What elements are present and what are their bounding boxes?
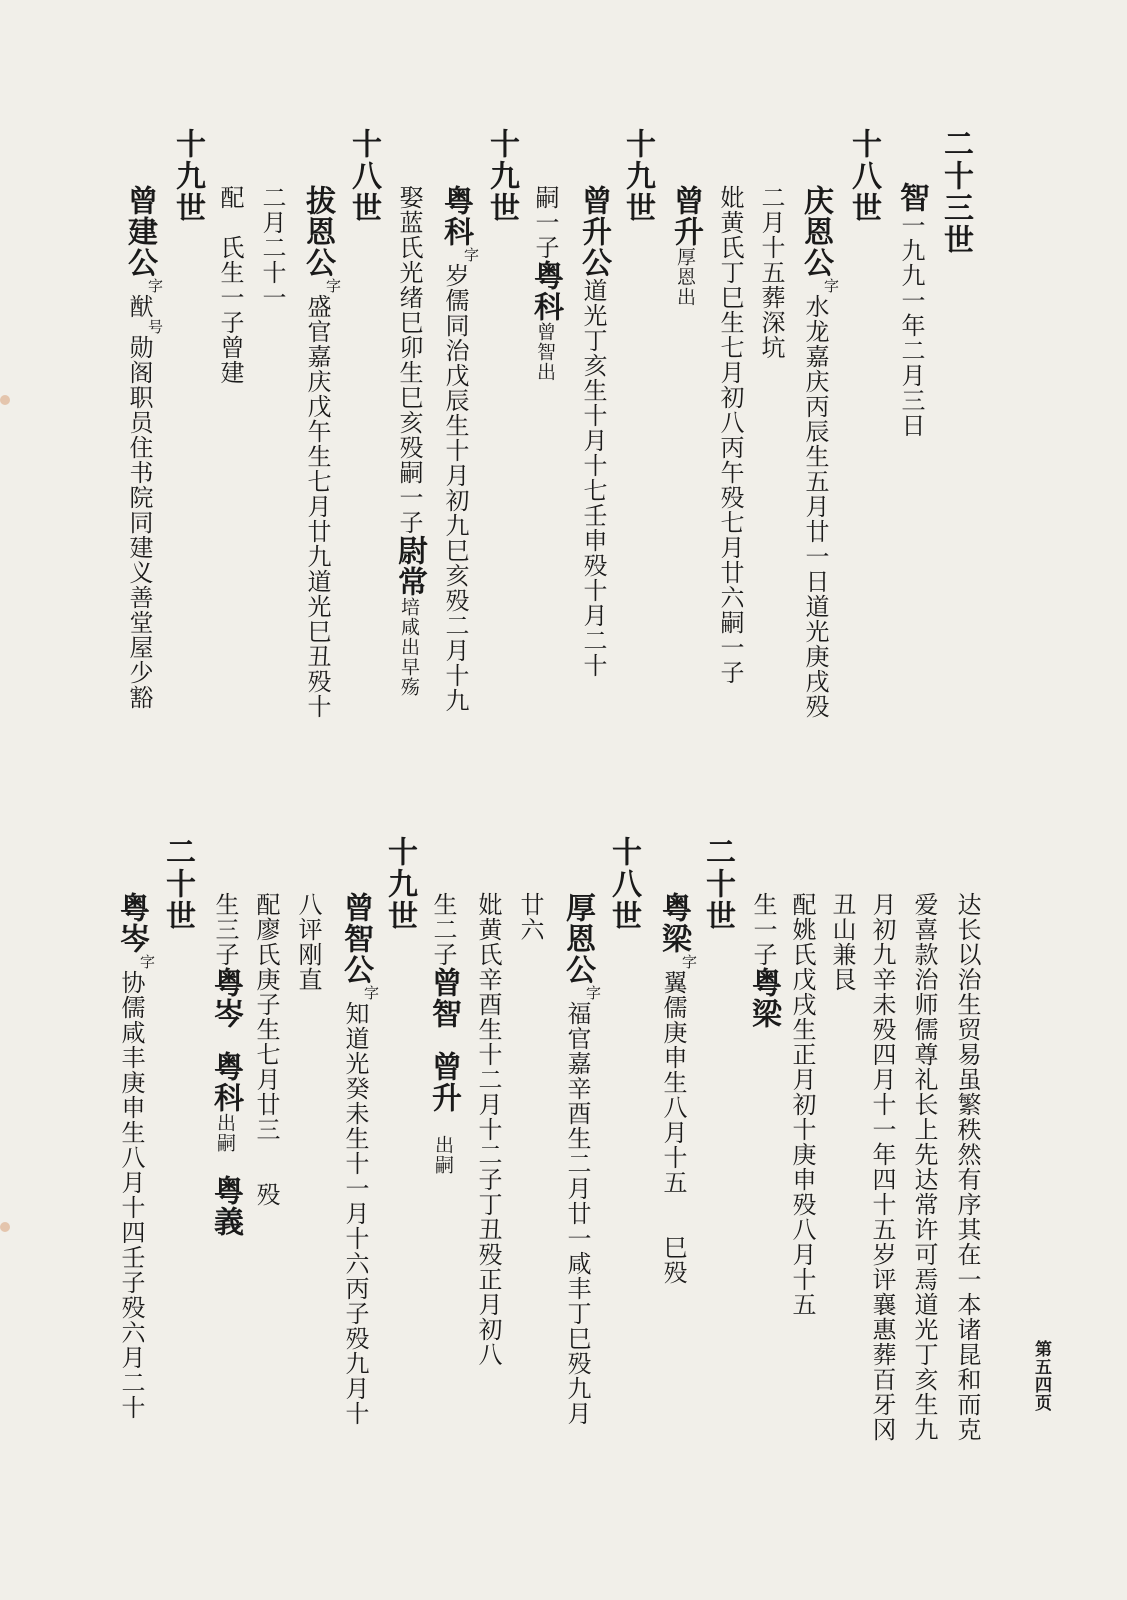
- entry-houen-line3: 妣黄氏辛酉生十二月十二子丁丑殁正月初八: [474, 892, 502, 1367]
- entry-zengzhi-line4: [208, 892, 243, 1237]
- zi-mark: 字: [146, 278, 164, 294]
- person-name: 厚恩公: [560, 892, 595, 985]
- entry-zengzhi-line2: 八评刚直: [294, 892, 322, 992]
- person-name: 曾智: [426, 967, 461, 1029]
- bio-line-1: 达长以治生贸易虽繁秩然有序其在一本诸昆和而克: [953, 892, 981, 1442]
- person-name: 粤梁: [656, 892, 691, 954]
- generation-heading-18: 十八世: [606, 836, 641, 932]
- entry-qingen-line2: 二月十五葬深坑: [757, 185, 785, 360]
- note-text: 出嗣: [432, 1135, 454, 1175]
- entry-text: 水龙嘉庆丙辰生五月廿一日道光庚戌殁: [801, 294, 829, 719]
- bio-line-3: 月初九辛未殁四月十一年四十五岁评襄惠葬百牙冈: [868, 892, 896, 1442]
- note-text: 出嗣: [214, 1113, 236, 1153]
- person-name: 粤科: [528, 260, 563, 322]
- entry-text: 生一子: [749, 892, 777, 967]
- generation-heading-18: 十八世: [846, 128, 881, 224]
- person-name: 粤科: [438, 185, 473, 247]
- entry-yueliang-line1: [656, 892, 698, 1285]
- person-name: 庆恩公: [798, 185, 833, 278]
- entry-qingen-line3: 妣黄氏丁巳生七月初八丙午殁七月廿六嗣一子: [716, 185, 744, 685]
- person-name: 智: [894, 182, 929, 213]
- entry-text: 岁儒同治戊辰生十月初九巳亥殁二月十九: [441, 263, 469, 713]
- generation-heading-20: 二十世: [700, 836, 735, 932]
- note-text: 培咸出早殇: [398, 597, 420, 697]
- bio-line-5: 配姚氏戊戌生正月初十庚申殁八月十五: [788, 892, 816, 1317]
- person-name: 粤岑: [208, 967, 243, 1029]
- entry-text: 生二子: [429, 892, 457, 967]
- entry-zengjian-line1: [122, 185, 164, 710]
- person-name: 粤科: [208, 1051, 243, 1113]
- zi-value: 猷: [125, 294, 153, 319]
- generation-heading-23: 二十三世: [938, 128, 973, 256]
- entry-text: 巳殁: [659, 1235, 687, 1285]
- entry-houen-line1: [560, 892, 602, 1426]
- entry-text: 盛官嘉庆戊午生七月廿九道光巳丑殁十: [303, 294, 331, 719]
- zi-mark: 字: [138, 954, 156, 970]
- entry-yueke-line1: [438, 185, 480, 713]
- person-name: 曾智公: [338, 892, 373, 985]
- entry-text: 道光丁亥生十月十七壬申殁十月二十: [579, 278, 607, 678]
- entry-houen-line4: [426, 892, 461, 1175]
- generation-heading-20: 二十世: [160, 836, 195, 932]
- entry-baen-line1: [300, 185, 342, 719]
- bio-line-6: [746, 892, 781, 1029]
- person-name: 拔恩公: [300, 185, 335, 278]
- entry-text: 殁: [252, 1182, 280, 1207]
- binding-hole-mark: [0, 1222, 10, 1232]
- entry-text: 嗣一子: [531, 185, 559, 260]
- person-name: 粤岑: [114, 892, 149, 954]
- entry-zengzhi-line3: [254, 892, 278, 1207]
- zi-mark: 字: [324, 278, 342, 294]
- zi-mark: 字: [822, 278, 840, 294]
- entry-text: 福官嘉辛酉生二月廿一咸丰丁巳殁九月: [563, 1001, 591, 1426]
- entry-text: 配廖氏庚子生七月廿三: [252, 892, 280, 1142]
- entry-zengsheng-line1: [576, 185, 611, 678]
- entry-qingen-line1: [798, 185, 840, 719]
- entry-yueke-line2: [392, 185, 427, 697]
- generation-heading-19: 十九世: [620, 128, 655, 224]
- birth-date: 一九九一年二月三日: [897, 213, 925, 438]
- binding-hole-mark: [0, 395, 10, 405]
- entry-zhi: [894, 182, 929, 438]
- generation-heading-19: 十九世: [382, 836, 417, 932]
- bio-line-2: 爱喜款治师儒尊礼长上先达常许可焉道光丁亥生九: [910, 892, 938, 1442]
- entry-yuecen-line1: [114, 892, 156, 1420]
- entry-zengzhi-line1: [338, 892, 380, 1426]
- generation-heading-18: 十八世: [346, 128, 381, 224]
- note-text: 曾智出: [534, 322, 556, 382]
- person-name: 曾升: [668, 185, 703, 247]
- generation-heading-19: 十九世: [484, 128, 519, 224]
- entry-text: 勋阁职员住书院同建义善堂屋少豁: [125, 335, 153, 710]
- entry-text: 翼儒庚申生八月十五: [659, 970, 687, 1195]
- entry-baen-line3: 配 氏生一子曾建: [216, 185, 244, 385]
- zi-mark: 字: [462, 247, 480, 263]
- person-name: 曾升公: [576, 185, 611, 278]
- entry-zengsheng-line2: [528, 185, 563, 382]
- entry-baen-line2: 二月二十一: [258, 185, 286, 310]
- page-number: 第五四页: [1031, 1340, 1051, 1412]
- person-name: 粤義: [208, 1175, 243, 1237]
- zi-mark: 字: [680, 954, 698, 970]
- person-name: 曾建公: [122, 185, 157, 278]
- bio-line-4: 丑山兼艮: [828, 892, 856, 992]
- entry-text: 协儒咸丰庚申生八月十四壬子殁六月二十: [117, 970, 145, 1420]
- entry-text: 娶蓝氏光绪巳卯生巳亥殁嗣一子: [395, 185, 423, 535]
- zi-mark: 字: [584, 985, 602, 1001]
- person-name: 尉常: [392, 535, 427, 597]
- entry-houen-line2: 廿六: [516, 892, 544, 942]
- person-name: 粤梁: [746, 967, 781, 1029]
- person-name: 曾升: [426, 1051, 461, 1113]
- generation-heading-19: 十九世: [170, 128, 205, 224]
- entry-text: 知道光癸未生十一月十六丙子殁九月十: [341, 1001, 369, 1426]
- note-text: 厚恩出: [674, 247, 696, 307]
- zi-mark: 字: [362, 985, 380, 1001]
- entry-qingen-line4: [668, 185, 703, 307]
- entry-text: 生三子: [211, 892, 239, 967]
- hao-mark: 号: [146, 319, 164, 335]
